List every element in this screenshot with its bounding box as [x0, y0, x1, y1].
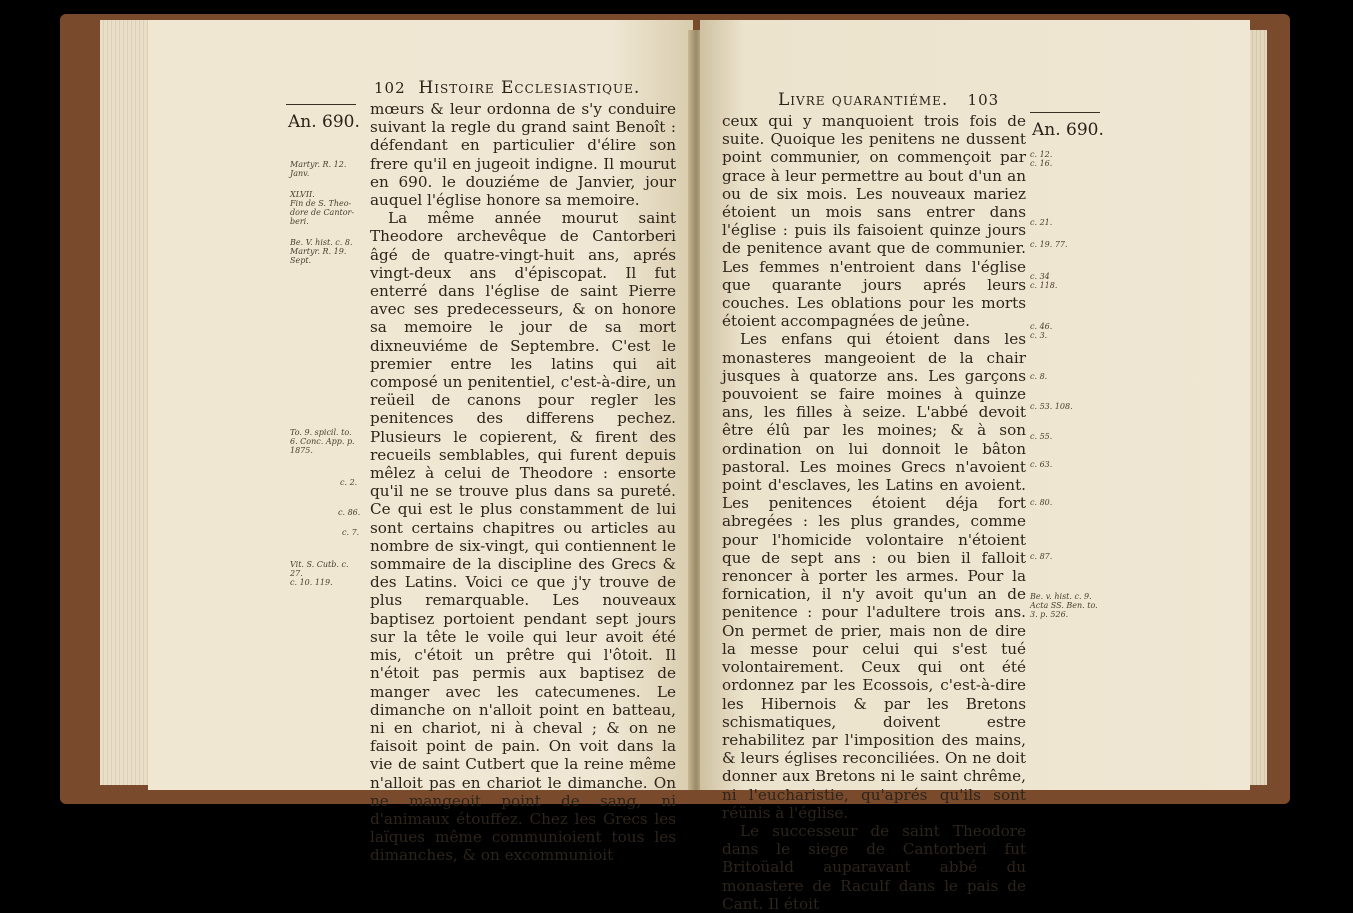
left-paragraph: La même année mourut saint Theodore archevêque de Cantorberi âgé de quatre-vingt-huit ans, aprés vingt-deux ans d'épiscopat. Il fut enterré dans l'église de saint Pierre avec ses predecesseurs, & on honore sa memoire le jour de sa mort dixneuviéme de Septembre. C'est le premier entre les latins qui ait composé un penitentiel, c'est-à-dire, un reüeil de canons pour regler les penitences des differens pechez. Plusieurs le copierent, & firent des recueils semblables, qui furent depuis mêlez à celui de Theodore : ensorte qu'il ne se trouve plus dans sa pureté. Ce qui est le plus constamment de lui sont certains chapitres ou articles au nombre de six-vingt, qui contiennent le sommaire de la discipline des Grecs & des Latins. Voici ce que j'y trouve de plus remarquable. Les nouveaux baptisez portoient pendant sept jours sur la tête le voile qui leur avoit été mis, c'étoit un prêtre qui l'ôtoit. Il n'étoit pas permis aux baptisez de manger avec les catecumenes. Le dimanche on n'alloit point en batteau, ni en chariot, ni à cheval ; & on ne faisoit point de pain. On voit dans la vie de saint Cutbert que la reine même n'alloit pas en chariot le dimanche. On ne mangeoit point de sang, ni d'animaux étouffez. Chez les Grecs les laïques même communioient tous les dimanches, & on excommunioit [370, 209, 676, 865]
right-margin-note: c. 87. [1030, 552, 1053, 561]
left-page [148, 20, 693, 865]
right-page-number: 103 [967, 91, 1000, 109]
left-margin-note: c. 86. [338, 508, 361, 517]
right-year-rule [1030, 112, 1100, 113]
right-margin-note: c. 46. c. 3. [1030, 322, 1053, 340]
right-margin-note: c. 19. 77. [1030, 240, 1068, 249]
right-margin-note: Be. v. hist. c. 9. Acta SS. Ben. to. 3. p. 526. [1030, 592, 1098, 619]
right-paragraph: ceux qui y manquoient trois fois de suite. Quoique les penitens ne dussent point communier, on commençoit par grace à leur permettre au bout d'un an ou de six mois. Les nouveaux mariez étoient un mois sans entrer dans l'église : puis ils faisoient quinze jours de penitence avant que de communier. Les femmes n'entroient dans l'église que quarante jours aprés leurs couches. Les oblations pour les morts étoient accompagnées de jeûne. [722, 112, 1026, 331]
right-margin-note: c. 21. [1030, 218, 1053, 227]
left-page-number: 102 [374, 79, 406, 97]
left-margin-note: To. 9. spicil. to. 6. Conc. App. p. 1875. [290, 428, 355, 455]
right-margin-note: c. 34 c. 118. [1030, 272, 1058, 290]
right-page-body [722, 112, 1026, 913]
right-margin-note: c. 63. [1030, 460, 1053, 469]
page-edges-left [100, 20, 155, 785]
right-margin-note: c. 80. [1030, 498, 1053, 507]
left-running-title: Histoire Ecclesiastique. [418, 78, 641, 98]
left-year-label: An. 690. [288, 112, 360, 132]
right-margin-note: c. 53. 108. [1030, 402, 1073, 411]
left-page-header [374, 78, 640, 98]
right-page-header [778, 90, 999, 110]
left-margin-note: c. 7. [342, 528, 360, 537]
right-margin-note: c. 12. c. 16. [1030, 150, 1053, 168]
left-year-rule [286, 104, 356, 105]
left-margin-note: XLVII. Fin de S. Theo- dore de Cantor- beri. [290, 190, 355, 226]
left-margin-note: Vit. S. Cutb. c. 27. c. 10. 119. [290, 560, 349, 587]
right-paragraph: Les enfans qui étoient dans les monasteres mangeoient de la chair jusques à quatorze ans. Les garçons pouvoient se faire moines à quinze ans, les filles à seize. L'abbé devoit être élû par les moines; & à son ordination on lui donnoit le bâton pastoral. Les moines Grecs n'avoient point d'esclaves, les Latins en avoient. Les penitences étoient déja fort abregées : les plus grandes, comme pour l'homicide volontaire n'étoient que de sept ans : ou bien il falloit renoncer à porter les armes. Pour la fornication, il n'y avoit qu'un an de penitence : pour l'adultere trois ans. On permet de prier, mais non de dire la messe pour celui qui s'est tué volontairement. Ceux qui ont été ordonnez par les Ecossois, c'est-à-dire les Hibernois & par les Bretons schismatiques, doivent estre rehabilitez par l'imposition des mains, & leurs églises reconciliées. On ne doit donner aux Bretons ni le saint chrême, ni l'eucharistie, qu'aprés qu'ils sont réünis à l'église. [722, 330, 1026, 822]
right-margin-note: c. 55. [1030, 432, 1053, 441]
left-margin-note: Be. V. hist. c. 8. Martyr. R. 19. Sept. [290, 238, 353, 265]
right-page [700, 20, 1250, 913]
right-margin-note: c. 8. [1030, 372, 1048, 381]
left-margin-note: c. 2. [340, 478, 358, 487]
left-paragraph: mœurs & leur ordonna de s'y conduire suivant la regle du grand saint Benoît : défendant en particulier d'élire son frere qu'il en jugeoit indigne. Il mourut en 690. le douziéme de Janvier, jour auquel l'église honore sa memoire. [370, 100, 676, 210]
right-year-label: An. 690. [1032, 120, 1104, 140]
right-running-title: Livre quarantiéme. [778, 90, 949, 110]
right-paragraph: Le successeur de saint Theodore dans le siege de Cantorberi fut Britoüald auparavant abbé du monastere de Raculf dans le pais de Cant. Il étoit [722, 821, 1026, 913]
left-margin-note: Martyr. R. 12. Janv. [290, 160, 347, 178]
left-page-body [370, 100, 676, 865]
